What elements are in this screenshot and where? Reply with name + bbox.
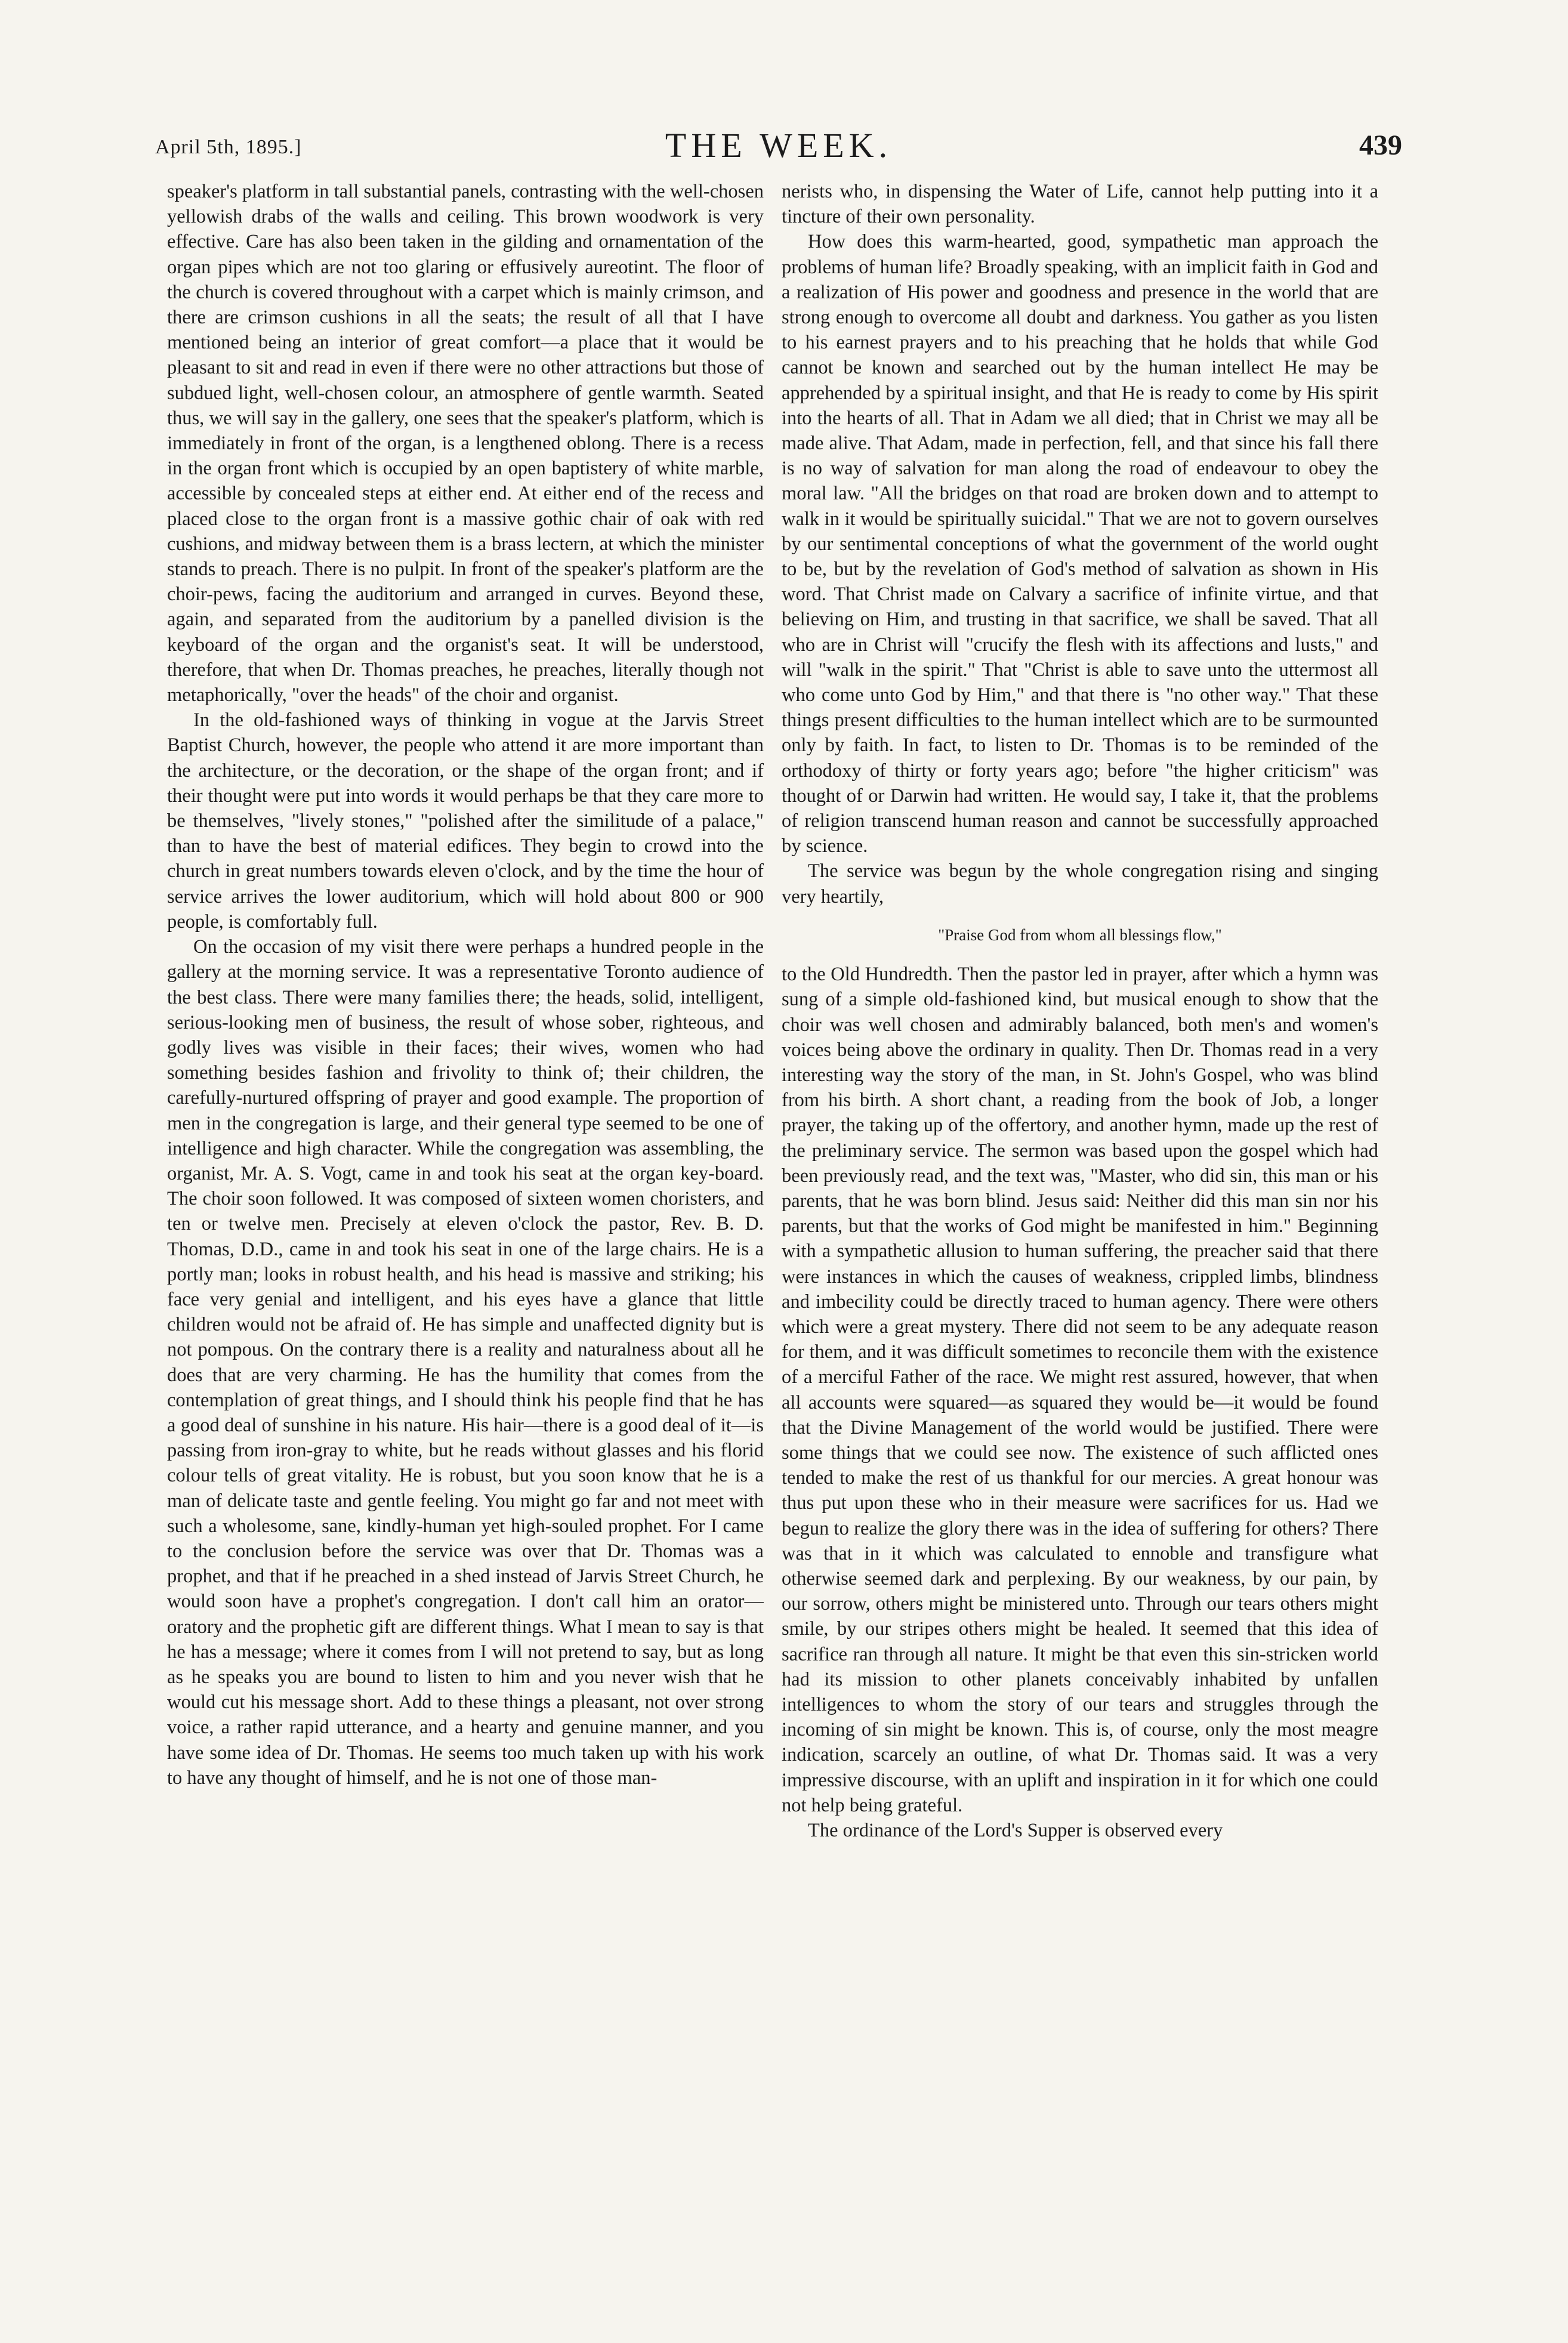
page-header bbox=[155, 125, 1402, 167]
publication-title: THE WEEK. bbox=[665, 126, 893, 165]
paragraph: nerists who, in dispensing the Water of Life, cannot help putting into it a tincture of their own personality. bbox=[782, 181, 1378, 228]
issue-date: April 5th, 1895.] bbox=[155, 136, 302, 158]
paragraph: In the old-fashioned ways of thinking in vogue at the Jarvis Street Baptist Church, however, the people who attend it are more important than the architecture, or the decoration, or the shape of the organ front; and if their thought were put into words it would perhaps be that they care more to be themselves, "lively stones," "polished after the similitude of a palace," than to have the best of material edifices. They begin to crowd into the church in great numbers towards eleven o'clock, and by the time the hour of service arrives the lower auditorium, which will hold about 800 or 900 people, is comfortably full. bbox=[167, 709, 764, 933]
paragraph: The ordinance of the Lord's Supper is observed every bbox=[808, 1820, 1223, 1841]
hymn-quote: "Praise God from whom all blessings flow," bbox=[938, 925, 1222, 944]
paragraph: The service was begun by the whole congregation rising and singing very heartily, bbox=[782, 860, 1378, 907]
paragraph: On the occasion of my visit there were perhaps a hundred people in the gallery at the morning service. It was a representative Toronto audience of the best class. There were many families there; the heads, solid, intelligent, serious-looking men of business, the result of whose sober, righteous, and godly lives was visible in their faces; their wives, women who had something besides fashion and frivolity to think of; their children, the carefully-nurtured offspring of prayer and good example. The proportion of men in the congregation is large, and their general type seemed to be one of intelligence and high character. While the congregation was assembling, the organist, Mr. A. S. Vogt, came in and took his seat at the organ key-board. The choir soon followed. It was composed of sixteen women choristers, and ten or twelve men. Precisely at eleven o'clock the pastor, Rev. B. D. Thomas, D.D., came in and took his seat in one of the large chairs. He is a portly man; looks in robust health, and his head is massive and striking; his face very genial and intelligent, and his eyes have a glance that little children would not be afraid of. He has simple and unaffected dignity but is not pompous. On the contrary there is a reality and naturalness about all he does that are very charming. He has the humility that comes from the contemplation of great things, and I should think his people find that he has a good deal of sunshine in his nature. His hair—there is a good deal of it—is passing from iron-gray to white, but he reads without glasses and his florid colour tells of great vitality. He is robust, but you soon know that he is a man of delicate taste and gentle feeling. You might go far and not meet with such a wholesome, sane, kindly-human yet high-souled prophet. For I came to the conclusion before the service was over that Dr. Thomas was a prophet, and that if he preached in a shed instead of Jarvis Street Church, he would soon have a prophet's congregation. I don't call him an orator—oratory and the prophetic gift are different things. What I mean to say is that he has a message; where it comes from I will not pretend to say, but as long as he speaks you are bound to listen to him and you never wish that he would cut his message short. Add to these things a pleasant, not over strong voice, a rather rapid utterance, and a hearty and genuine manner, and you have some idea of Dr. Thomas. He seems too much taken up with his work to have any thought of himself, and he is not one of those man- bbox=[167, 936, 764, 1789]
paragraph: speaker's platform in tall substantial panels, contrasting with the well-chosen yellowish drabs of the walls and ceiling. This brown woodwork is very effective. Care has also been taken in the gilding and ornamentation of the organ pipes which are not too glaring or effusively aureotint. The floor of the church is covered throughout with a carpet which is mainly crimson, and there are crimson cushions in all the seats; the result of all that I have mentioned being an interior of great comfort—a place that it would be pleasant to sit and read in even if there were no other attractions but those of subdued light, well-chosen colour, an atmosphere of gentle warmth. Seated thus, we will say in the gallery, one sees that the speaker's platform, which is immediately in front of the organ, is a lengthened oblong. There is a recess in the organ front which is occupied by an open baptistery of white marble, accessible by concealed steps at either end. At either end of the recess and placed close to the organ front is a massive gothic chair of oak with red cushions, and midway between them is a brass lectern, at which the minister stands to preach. There is no pulpit. In front of the speaker's platform are the choir-pews, facing the auditorium and arranged in curves. Beyond these, again, and separated from the auditorium by a panelled division is the keyboard of the organ and the organist's seat. It will be understood, therefore, that when Dr. Thomas preaches, he preaches, literally though not metaphorically, "over the heads" of the choir and organist. bbox=[167, 181, 764, 706]
left-column bbox=[167, 179, 764, 2303]
right-column bbox=[782, 179, 1378, 2303]
paragraph: to the Old Hundredth. Then the pastor led in prayer, after which a hymn was sung of a simple old-fashioned kind, but musical enough to show that the choir was well chosen and admirably balanced, both men's and women's voices being above the ordinary in quality. Then Dr. Thomas read in a very interesting way the story of the man, in St. John's Gospel, who was blind from his birth. A short chant, a reading from the book of Job, a longer prayer, the taking up of the offertory, and another hymn, made up the rest of the preliminary service. The sermon was based upon the gospel which had been previously read, and the text was, "Master, who did sin, this man or his parents, that he was born blind. Jesus said: Neither did this man sin nor his parents, but that the works of God might be manifested in him." Beginning with a sympathetic allusion to human suffering, the preacher said that there were instances in which the causes of weakness, crippled limbs, blindness and imbecility could be directly traced to human agency. There were others which were a great mystery. There did not seem to be any adequate reason for them, and it was difficult sometimes to reconcile them with the existence of a merciful Father of the race. We might rest assured, however, that when all accounts were squared—as squared they would be—it would be found that the Divine Management of the world would be justified. There were some things that we could see now. The existence of such afflicted ones tended to make the rest of us thankful for our mercies. A great honour was thus put upon these who in their measure were sacrifices for us. Had we begun to realize the glory there was in the idea of suffering for others? There was that in it which was calculated to ennoble and transfigure what otherwise seemed dark and perplexing. By our weakness, by our pain, by our sorrow, others might be ministered unto. Through our tears others might smile, by our stripes others might be healed. It seemed that this idea of sacrifice ran through all nature. It might be that even this sin-stricken world had its mission to other planets conceivably inhabited by unfallen intelligences to whom the story of our tears and struggles through the incoming of sin might be known. This is, of course, only the most meagre indication, scarcely an outline, of what Dr. Thomas said. It was a very impressive discourse, with an uplift and inspiration in it for which one could not help being grateful. bbox=[782, 964, 1378, 1816]
page-number: 439 bbox=[1359, 129, 1402, 161]
paragraph: How does this warm-hearted, good, sympathetic man approach the problems of human life? Broadly speaking, with an implicit faith in God and a realization of His power and goodness and presence in the world that are strong enough to overcome all doubt and darkness. You gather as you listen to his earnest prayers and to his preaching that he holds that while God cannot be known and searched out by the human intellect He may be apprehended by a spiritual insight, and that He is ready to come by His spirit into the hearts of all. That in Adam we all died; that in Christ we may all be made alive. That Adam, made in perfection, fell, and that since his fall there is no way of salvation for man along the road of endeavour to obey the moral law. "All the bridges on that road are broken down and to attempt to walk in it would be spiritually suicidal." That we are not to govern ourselves by our sentimental conceptions of what the government of the world ought to be, but by the revelation of God's method of salvation as shown in His word. That Christ made on Calvary a sacrifice of infinite virtue, and that believing on Him, and trusting in that sacrifice, we shall be saved. That all who are in Christ will "crucify the flesh with its affections and lusts," and will "walk in the spirit." That "Christ is able to save unto the uttermost all who come unto God by Him," and that there is "no other way." That these things present difficulties to the human intellect which are to be surmounted only by faith. In fact, to listen to Dr. Thomas is to be reminded of the orthodoxy of thirty or forty years ago; before "the higher criticism" was thought of or Darwin had written. He would say, I take it, that the problems of religion transcend human reason and cannot be successfully approached by science. bbox=[782, 231, 1378, 857]
